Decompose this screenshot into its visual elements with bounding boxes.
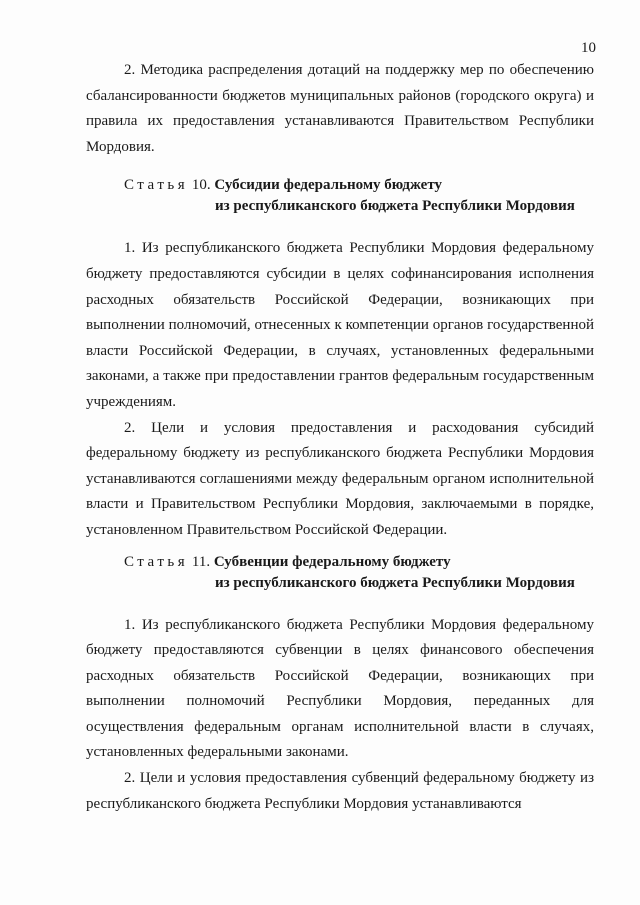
article-10-heading <box>86 175 594 217</box>
article-11-paragraph-1: 1. Из республиканского бюджета Республики Мордовия федеральному бюджету предоставляются субвенции в целях финансового обеспечения расходных обязательств Российской Федерации, возникающих при выполнении полномочий Республики Мордовия, переданных для осуществления федеральным органам исполнительной власти в случаях, установленных федеральными законами. <box>86 616 594 761</box>
article-11-title-line1: Субвенции федеральному бюджету <box>213 553 451 570</box>
article-10-number: 10. <box>191 177 211 194</box>
article-10-paragraph-1: 1. Из республиканского бюджета Республики Мордовия федеральному бюджету предоставляются субсидии в целях софинансирования исполнения расходных обязательств Российской Федерации, возникающих при выполнении полномочий, отнесенных к компетенции органов государственной власти Российской Федерации, в случаях, установленных федеральными законами, а также при предоставлении грантов федеральным государственным учреждениям. <box>86 240 594 410</box>
article-10-paragraph-2: 2. Цели и условия предоставления и расходования субсидий федеральному бюджету из республиканского бюджета Республики Мордовия устанавливаются соглашениями между федеральным органом исполнительной власти и Правительством Республики Мордовия, заключаемыми в порядке, установленном Правительством Российской Федерации. <box>86 419 594 538</box>
paragraph-methodology: 2. Методика распределения дотаций на поддержку мер по обеспечению сбалансированности бюджетов муниципальных районов (городского округа) и правила их предоставления устанавливаются Правительством Республики Мордовия. <box>86 62 594 155</box>
article-10-prefix: Статья <box>124 177 189 194</box>
article-10-title-line2: из республиканского бюджета Республики Мордовия <box>215 198 575 215</box>
page-number: 10 <box>581 40 596 56</box>
document-body <box>86 58 594 817</box>
article-11-prefix: Статья <box>124 553 189 570</box>
article-11-number: 11. <box>191 553 211 570</box>
article-11-paragraph-2: 2. Цели и условия предоставления субвенций федеральному бюджету из республиканского бюджета Республики Мордовия устанавливаются <box>86 770 594 812</box>
article-10-title-line1: Субсидии федеральному бюджету <box>214 177 442 194</box>
article-11-heading <box>86 552 594 594</box>
article-11-title-line2: из республиканского бюджета Республики Мордовия <box>215 574 575 591</box>
